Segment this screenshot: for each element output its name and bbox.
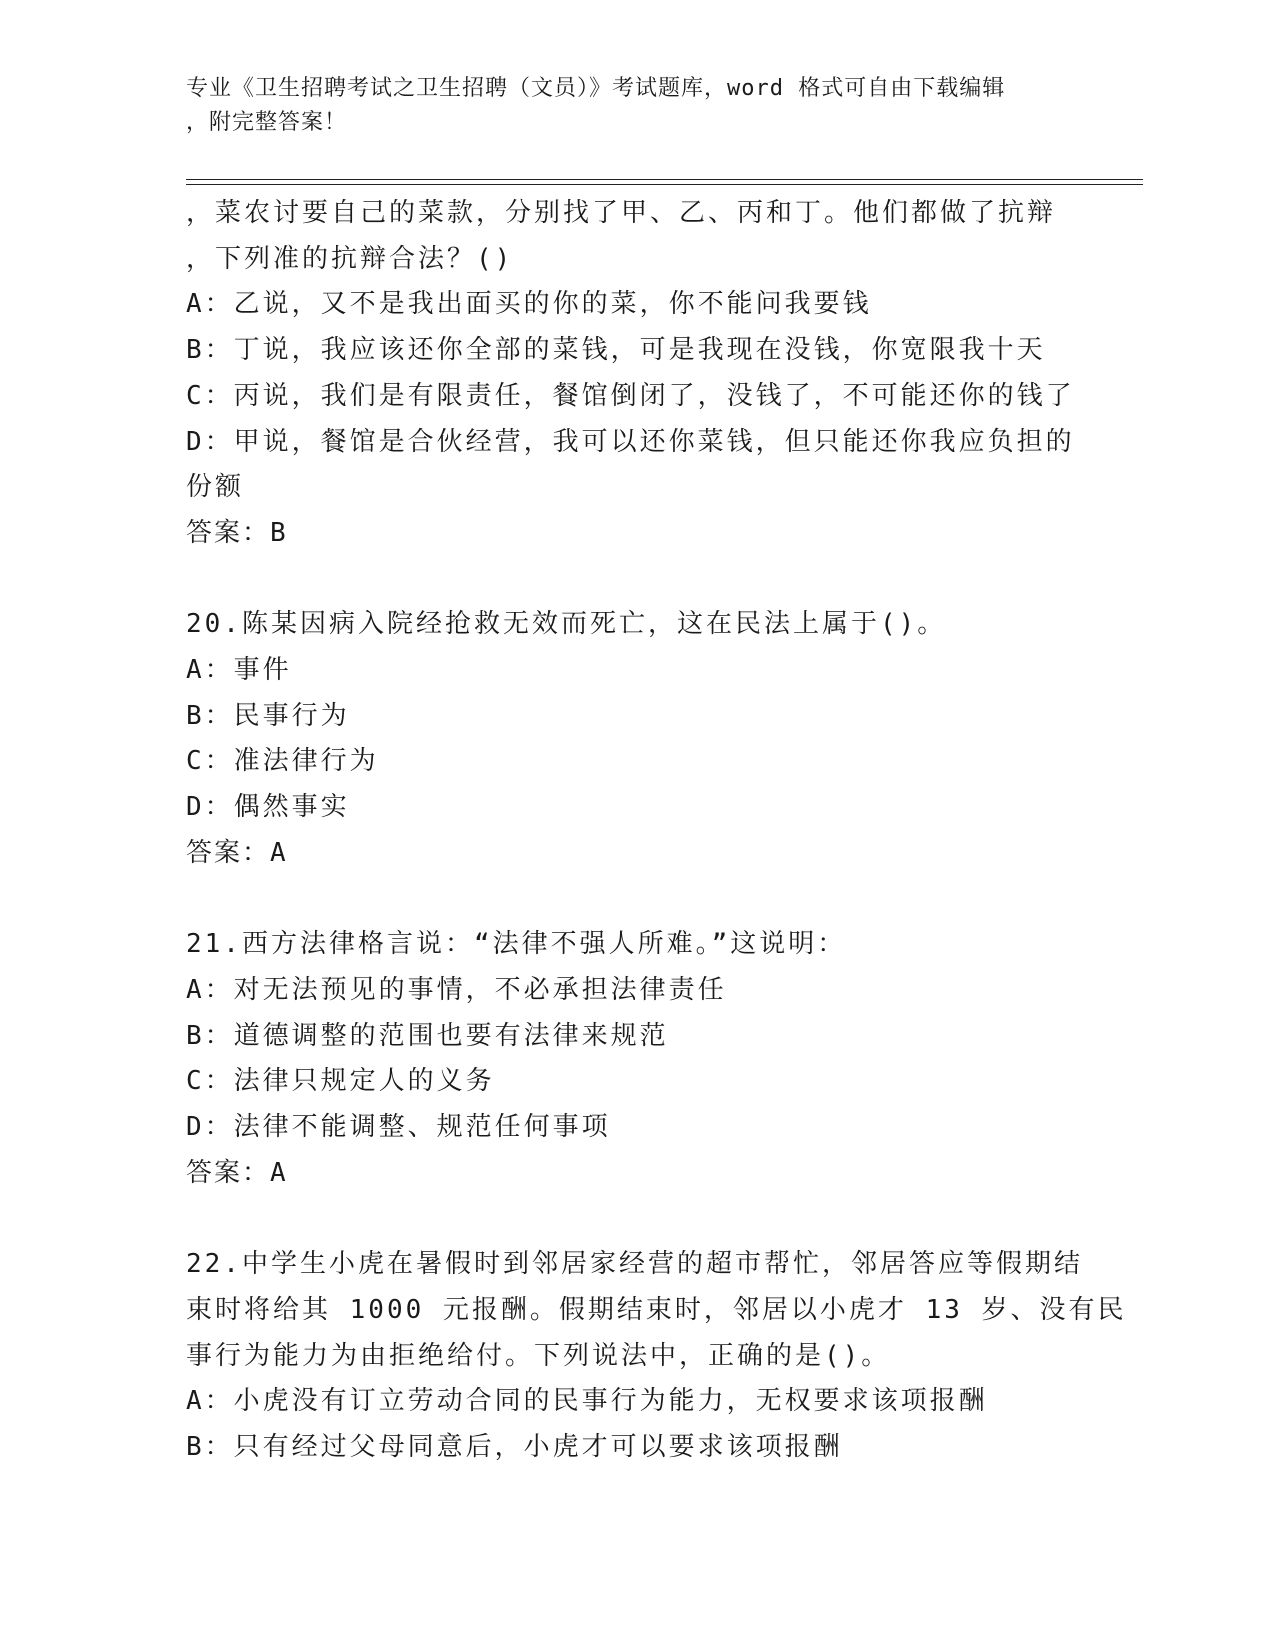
question-text: 事行为能力为由拒绝给付。下列说法中，正确的是()。: [186, 1340, 891, 1371]
question-20: [186, 602, 1086, 876]
option-d: D：法律不能调整、规范任何事项: [186, 1112, 611, 1143]
option-d: D：甲说，餐馆是合伙经营，我可以还你菜钱，但只能还你我应负担的: [186, 426, 1075, 457]
question-text: 束时将给其 1000 元报酬。假期结束时，邻居以小虎才 13 岁、没有民: [186, 1294, 1127, 1325]
answer: 答案：A: [186, 1157, 288, 1188]
question-22: [186, 1242, 1127, 1471]
option-b: B：道德调整的范围也要有法律来规范: [186, 1020, 669, 1051]
option-a: A：小虎没有订立劳动合同的民事行为能力，无权要求该项报酬: [186, 1386, 988, 1417]
header-divider-top: [186, 179, 1143, 180]
option-a: A：事件: [186, 655, 292, 686]
option-c: C：法律只规定人的义务: [186, 1066, 495, 1097]
option-d: D：偶然事实: [186, 792, 350, 823]
question-text: 20.陈某因病入院经抢救无效而死亡，这在民法上属于()。: [186, 609, 947, 640]
option-c: C：准法律行为: [186, 746, 379, 777]
answer: 答案：B: [186, 517, 288, 548]
option-d-continued: 份额: [186, 472, 245, 503]
option-b: B：只有经过父母同意后，小虎才可以要求该项报酬: [186, 1431, 843, 1462]
answer: 答案：A: [186, 837, 288, 868]
spacer: [186, 557, 1086, 603]
option-c: C：丙说，我们是有限责任，餐馆倒闭了，没钱了，不可能还你的钱了: [186, 380, 1075, 411]
option-a: A：乙说，又不是我出面买的你的菜，你不能问我要钱: [186, 289, 872, 320]
question-text: 22.中学生小虎在暑假时到邻居家经营的超市帮忙，邻居答应等假期结: [186, 1249, 1083, 1280]
option-b: B：丁说，我应该还你全部的菜钱，可是我现在没钱，你宽限我十天: [186, 335, 1046, 366]
question-list: [186, 191, 1127, 1471]
spacer: [186, 877, 1086, 923]
question-21: [186, 922, 1086, 1196]
question-19: [186, 191, 1086, 557]
document-header: [186, 72, 1086, 140]
spacer: [186, 1196, 1086, 1242]
question-text: 21.西方法律格言说：“法律不强人所难。”这说明：: [186, 929, 847, 960]
question-text: ，下列准的抗辩合法？(): [186, 243, 514, 274]
header-line-1: 专业《卫生招聘考试之卫生招聘（文员）》考试题库，word 格式可自由下载编辑: [186, 76, 1006, 101]
question-text: ，菜农讨要自己的菜款，分别找了甲、乙、丙和丁。他们都做了抗辩: [186, 198, 1057, 228]
option-b: B：民事行为: [186, 700, 350, 731]
header-divider-bottom: [186, 184, 1143, 185]
option-a: A：对无法预见的事情，不必承担法律责任: [186, 974, 727, 1005]
header-line-2: ，附完整答案！: [186, 110, 348, 135]
